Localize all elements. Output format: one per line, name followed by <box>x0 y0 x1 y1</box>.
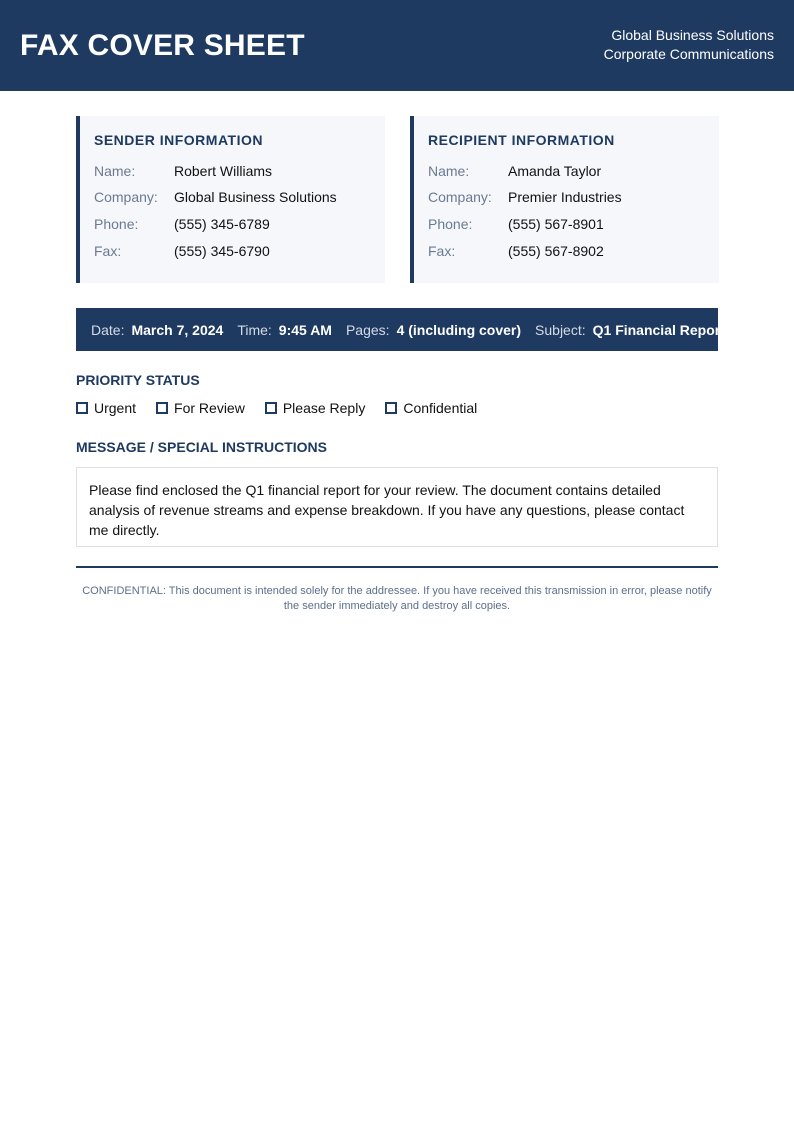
urgent-label: Urgent <box>94 400 137 416</box>
recipient-name-value: Amanda Taylor <box>508 163 602 179</box>
priority-option-please-reply[interactable] <box>265 400 366 416</box>
time-field <box>237 322 332 338</box>
pages-label: Pages: <box>345 321 390 338</box>
sender-heading: SENDER INFORMATION <box>94 132 263 148</box>
recipient-phone-label: Phone: <box>428 216 473 232</box>
confidential-label: Confidential <box>403 400 478 416</box>
message-body: Please find enclosed the Q1 financial report for your review. The document contains detailed analysis of revenue streams and expense breakdown. If you have any questions, please contact me directly. <box>76 467 718 547</box>
for-review-label: For Review <box>174 400 245 416</box>
organization-name: Global Business Solutions <box>611 27 774 43</box>
time-value: 9:45 AM <box>278 321 332 338</box>
sender-name-value: Robert Williams <box>174 163 273 179</box>
recipient-company-label: Company: <box>428 189 492 205</box>
sender-fax-label: Fax: <box>94 243 122 259</box>
department-name: Corporate Communications <box>603 46 774 62</box>
recipient-fax-label: Fax: <box>428 243 456 259</box>
please-reply-label: Please Reply <box>282 400 366 416</box>
pages-value: 4 (including cover) <box>396 321 522 338</box>
recipient-fax-value: (555) 567-8902 <box>508 243 604 259</box>
time-label: Time: <box>237 321 272 338</box>
sender-company-value: Global Business Solutions <box>174 189 337 205</box>
priority-option-confidential[interactable] <box>385 400 477 416</box>
date-field <box>91 322 223 338</box>
transmission-details-bar <box>76 308 725 351</box>
date-value: March 7, 2024 <box>131 321 224 338</box>
please-reply-checkbox[interactable] <box>265 402 277 414</box>
message-heading: MESSAGE / SPECIAL INSTRUCTIONS <box>76 439 327 455</box>
subject-field <box>535 322 725 338</box>
sender-phone-label: Phone: <box>94 216 139 232</box>
page-header <box>0 0 794 91</box>
sender-company-label: Company: <box>94 189 158 205</box>
subject-label: Subject: <box>535 321 586 338</box>
organization-block <box>604 26 774 64</box>
priority-option-urgent[interactable] <box>76 400 136 416</box>
recipient-phone-value: (555) 567-8901 <box>508 216 604 232</box>
pages-field <box>346 322 521 338</box>
priority-option-for-review[interactable] <box>156 400 245 416</box>
sender-phone-value: (555) 345-6789 <box>174 216 270 232</box>
priority-options <box>76 400 497 416</box>
sender-fax-value: (555) 345-6790 <box>174 243 270 259</box>
priority-status-heading: PRIORITY STATUS <box>76 372 200 388</box>
confidentiality-notice: CONFIDENTIAL: This document is intended solely for the addressee. If you have received this transmission in error, please notify the sender immediately and destroy all copies. <box>82 585 712 612</box>
confidential-checkbox[interactable] <box>385 402 397 414</box>
date-label: Date: <box>91 321 125 338</box>
urgent-checkbox[interactable] <box>76 402 88 414</box>
subject-value: Q1 Financial Report <box>592 321 725 338</box>
recipient-name-label: Name: <box>428 163 470 179</box>
document-title: FAX COVER SHEET <box>20 29 305 62</box>
recipient-heading: RECIPIENT INFORMATION <box>428 132 615 148</box>
sender-name-label: Name: <box>94 163 136 179</box>
for-review-checkbox[interactable] <box>156 402 168 414</box>
footer-divider <box>76 566 718 568</box>
recipient-company-value: Premier Industries <box>508 189 622 205</box>
